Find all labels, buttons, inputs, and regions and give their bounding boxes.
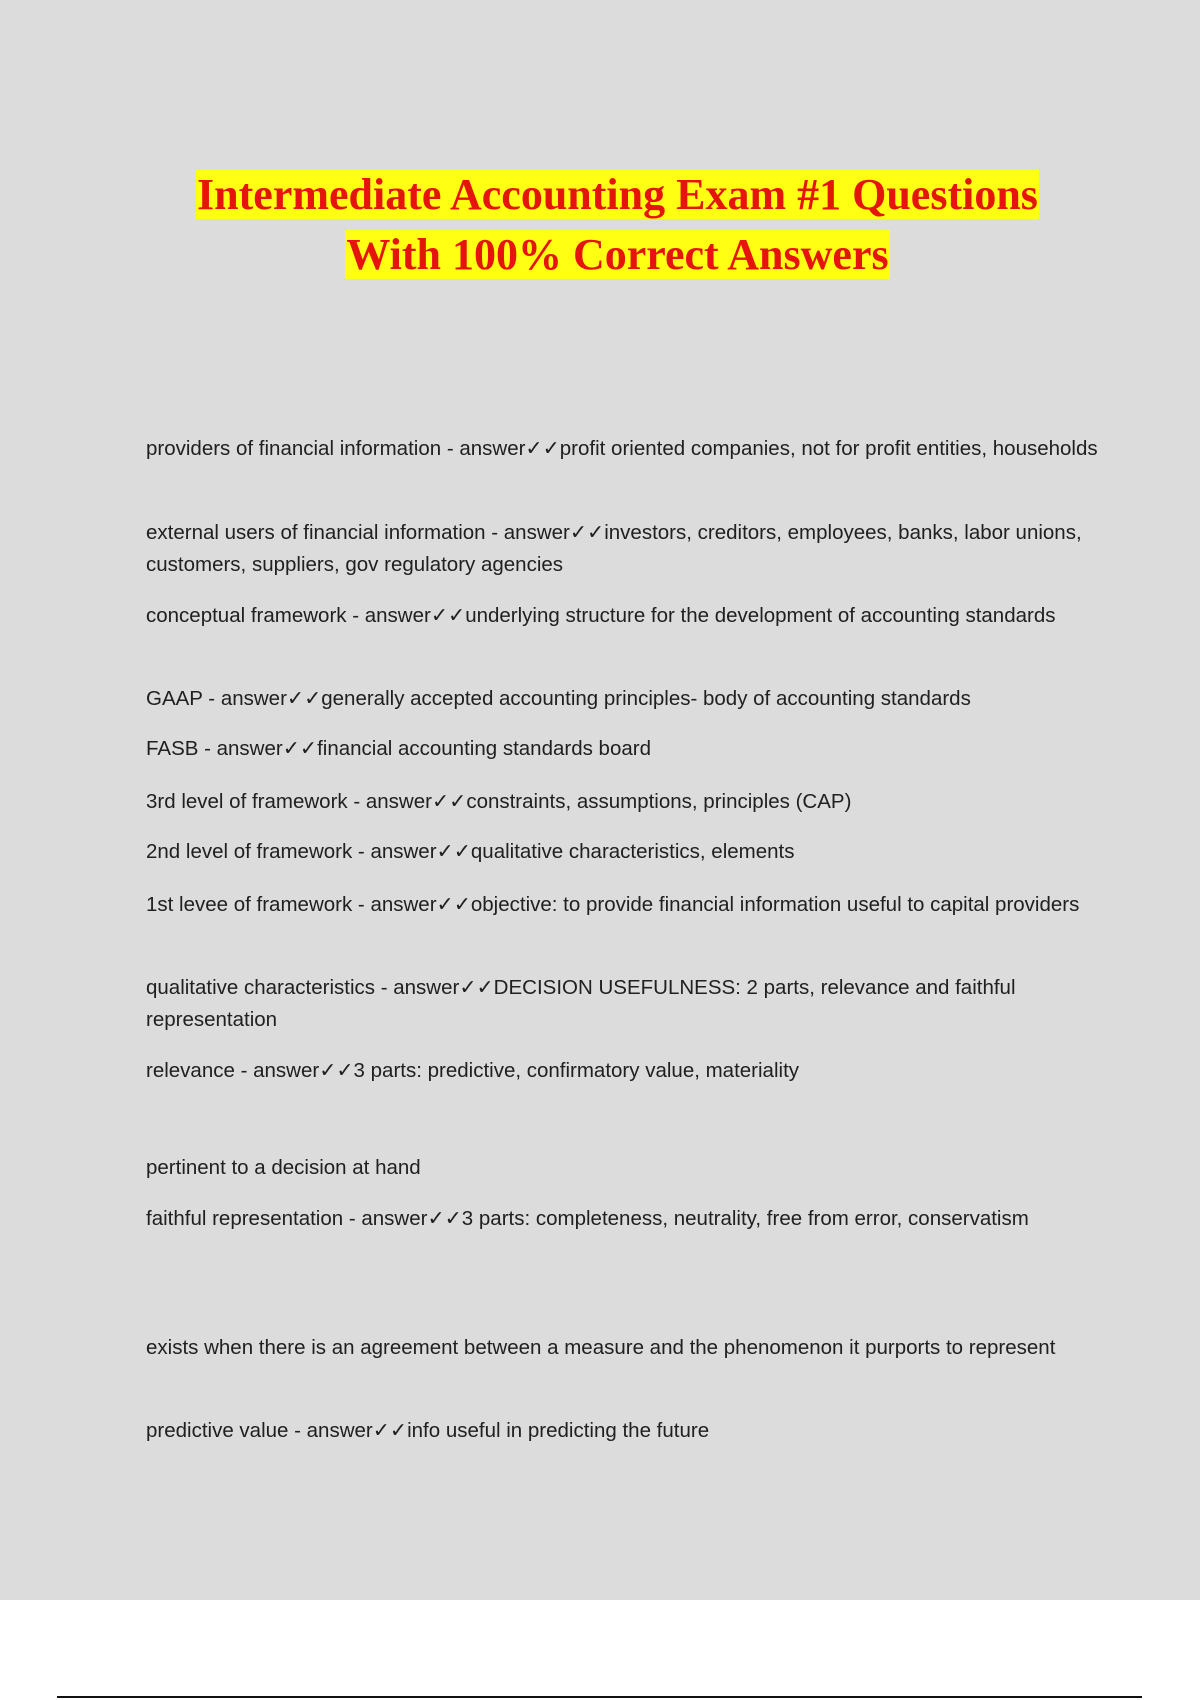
- qa-entry: GAAP - answer✓✓generally accepted accounting principles- body of accounting standards: [146, 687, 971, 710]
- qa-entry: faithful representation - answer✓✓3 parts: completeness, neutrality, free from error, conservatism: [146, 1207, 1029, 1230]
- qa-entry: 1st levee of framework - answer✓✓objective: to provide financial information useful to capital providers: [146, 893, 1080, 916]
- qa-entry: relevance - answer✓✓3 parts: predictive, confirmatory value, materiality: [146, 1059, 800, 1082]
- qa-entry: providers of financial information - answer✓✓profit oriented companies, not for profit entities, households: [146, 437, 1098, 460]
- qa-entry: qualitative characteristics - answer✓✓DECISION USEFULNESS: 2 parts, relevance and faithful representation: [146, 976, 1016, 1031]
- qa-entry: conceptual framework - answer✓✓underlying structure for the development of accounting standards: [146, 604, 1056, 627]
- qa-entry: pertinent to a decision at hand: [146, 1156, 421, 1179]
- qa-entry: 2nd level of framework - answer✓✓qualitative characteristics, elements: [146, 840, 795, 863]
- qa-entry: exists when there is an agreement between a measure and the phenomenon it purports to represent: [146, 1336, 1056, 1359]
- qa-entry: 3rd level of framework - answer✓✓constraints, assumptions, principles (CAP): [146, 790, 852, 813]
- qa-entry: external users of financial information - answer✓✓investors, creditors, employees, banks, labor unions, customers, suppliers, gov regulatory agencies: [146, 521, 1082, 576]
- document-title: [100, 165, 1135, 285]
- page-divider: [57, 1696, 1142, 1698]
- qa-entry: predictive value - answer✓✓info useful in predicting the future: [146, 1419, 710, 1442]
- qa-entry: FASB - answer✓✓financial accounting standards board: [146, 737, 651, 760]
- title-line-2: With 100% Correct Answers: [346, 230, 889, 279]
- title-line-1: Intermediate Accounting Exam #1 Questions: [197, 170, 1038, 219]
